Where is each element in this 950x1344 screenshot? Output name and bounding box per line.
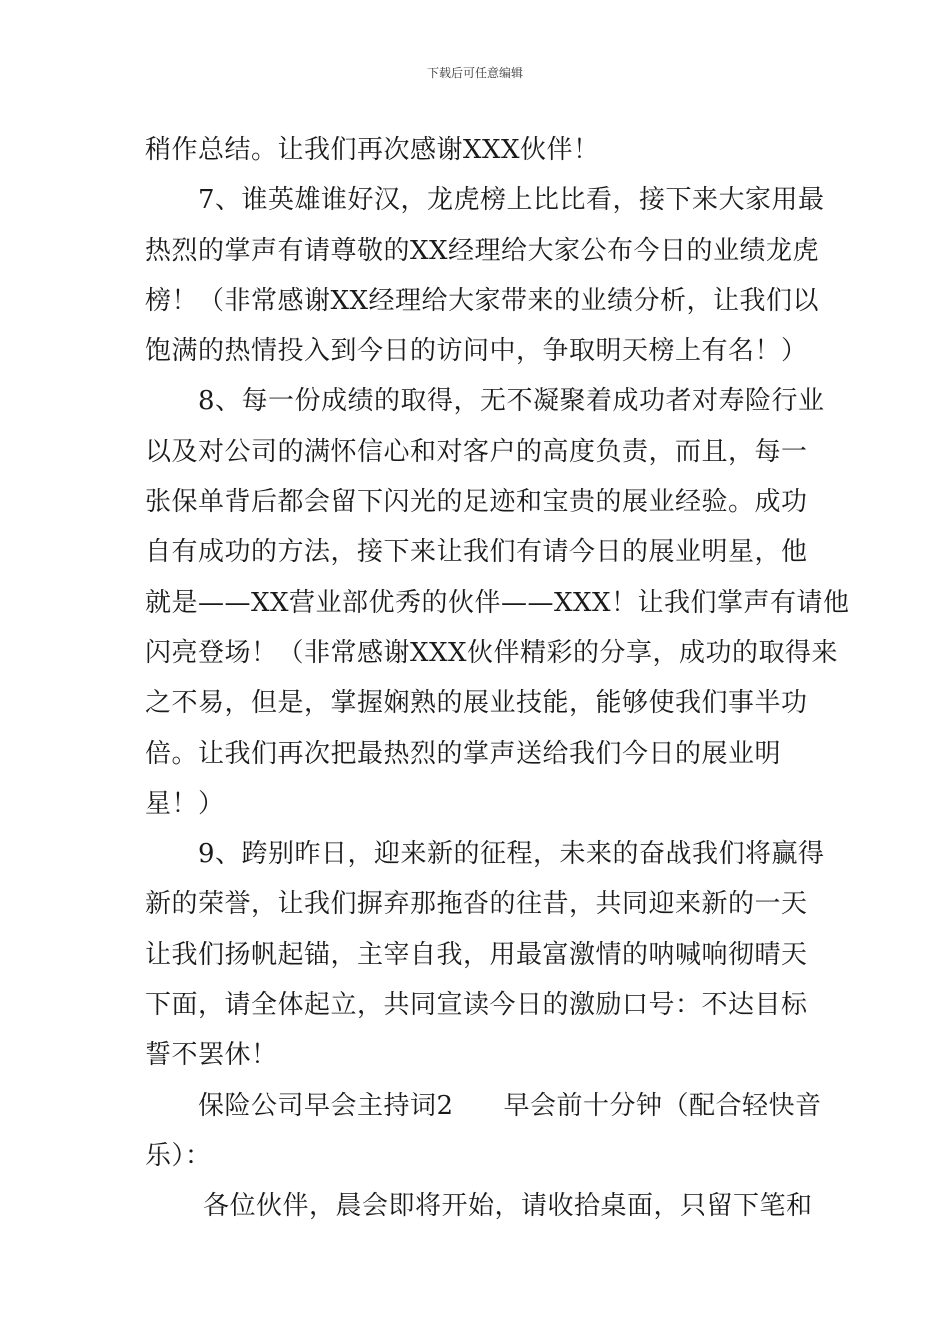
text-line: 誓不罢休！: [145, 1040, 278, 1071]
section-title: 保险公司早会主持词2: [198, 1090, 454, 1121]
text-line: 倍。让我们再次把最热烈的掌声送给我们今日的展业明: [145, 738, 782, 769]
paragraph-start: 8、每一份成绩的取得，无不凝聚着成功者对寿险行业: [198, 386, 825, 417]
text-line: 自有成功的方法，接下来让我们有请今日的展业明星，他: [145, 537, 808, 568]
text-line: 闪亮登场！（非常感谢XXX伙伴精彩的分享，成功的取得来: [145, 637, 839, 668]
text-line: 新的荣誉，让我们摒弃那拖沓的往昔，共同迎来新的一天: [145, 889, 808, 920]
text-line: 星！）: [145, 788, 225, 819]
page-header: 下载后可任意编辑: [426, 66, 523, 80]
text-line: 稍作总结。让我们再次感谢XXX伙伴！: [145, 135, 600, 165]
text-line: 张保单背后都会留下闪光的足迹和宝贵的展业经验。成功: [145, 487, 808, 518]
document-body: [145, 125, 850, 1232]
paragraph-start: 9、跨别昨日，迎来新的征程，未来的奋战我们将赢得: [198, 839, 825, 870]
section-subtitle: 早会前十分钟（配合轻快音: [503, 1090, 822, 1121]
text-line: 饱满的热情投入到今日的访问中，争取明天榜上有名！）: [145, 336, 808, 367]
text-line: 以及对公司的满怀信心和对客户的高度负责，而且，每一: [145, 436, 808, 467]
paragraph-start: 各位伙伴，晨会即将开始，请收拾桌面，只留下笔和: [203, 1191, 813, 1222]
text-line: 让我们扬帆起锚，主宰自我，用最富激情的呐喊响彻晴天: [145, 939, 808, 970]
paragraph-start: 7、谁英雄谁好汉，龙虎榜上比比看，接下来大家用最: [198, 185, 825, 216]
text-line: 热烈的掌声有请尊敬的XX经理给大家公布今日的业绩龙虎: [145, 235, 820, 266]
text-line: 榜！（非常感谢XX经理给大家带来的业绩分析，让我们以: [145, 285, 820, 316]
text-line: 就是——XX营业部优秀的伙伴——XXX！让我们掌声有请他: [145, 587, 850, 618]
text-line: 下面，请全体起立，共同宣读今日的激励口号：不达目标: [145, 990, 808, 1021]
section-subtitle-continued: 乐）：: [145, 1140, 212, 1171]
section-heading-line: [145, 1081, 822, 1131]
text-line: 之不易，但是，掌握娴熟的展业技能，能够使我们事半功: [145, 688, 808, 719]
